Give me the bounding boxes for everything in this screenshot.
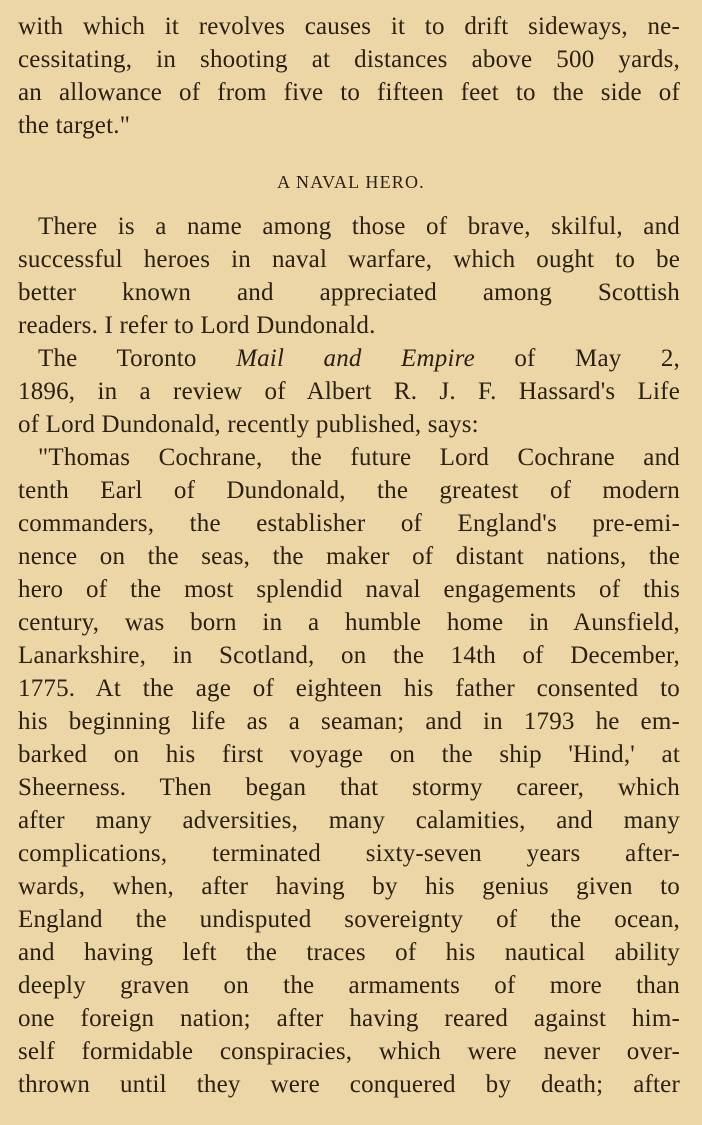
text-line: Lanarkshire, in Scotland, on the 14th of December, <box>18 642 680 669</box>
text-line: better known and appreciated among Scottish <box>18 279 680 306</box>
text-line: thrown until they were conquered by death; after <box>18 1071 680 1098</box>
text-line: barked on his first voyage on the ship 'Hind,' at <box>18 741 680 768</box>
text-line: hero of the most splendid naval engagements of this <box>18 576 680 603</box>
text-line: nence on the seas, the maker of distant nations, the <box>18 543 680 570</box>
text-line: England the undisputed sovereignty of the ocean, <box>18 906 680 933</box>
section-heading: A NAVAL HERO. <box>277 172 425 192</box>
text-line: readers. I refer to Lord Dundonald. <box>18 312 376 339</box>
text-line: successful heroes in naval warfare, which ought to be <box>18 246 680 273</box>
text-line: an allowance of from five to fifteen feet to the side of <box>18 79 680 106</box>
text-fragment: of May 2, <box>514 345 681 372</box>
text-line: deeply graven on the armaments of more than <box>18 972 680 999</box>
text-line: complications, terminated sixty-seven years after- <box>18 840 680 867</box>
text-line <box>38 342 680 375</box>
text-line: Sheerness. Then began that stormy career, which <box>18 774 680 801</box>
text-line: and having left the traces of his nautical ability <box>18 939 680 966</box>
text-line: "Thomas Cochrane, the future Lord Cochrane and <box>38 444 680 471</box>
newspaper-title: Mail and Empire <box>236 345 475 372</box>
text-line: cessitating, in shooting at distances above 500 yards, <box>18 46 680 73</box>
text-line: his beginning life as a seaman; and in 1793 he em- <box>18 708 680 735</box>
text-line: 1896, in a review of Albert R. J. F. Hassard's Life <box>18 378 680 405</box>
text-line: tenth Earl of Dundonald, the greatest of modern <box>18 477 680 504</box>
text-line: self formidable conspiracies, which were never over- <box>18 1038 680 1065</box>
text-line: wards, when, after having by his genius given to <box>18 873 680 900</box>
text-line: commanders, the establisher of England's pre-emi- <box>18 510 680 537</box>
text-line: 1775. At the age of eighteen his father consented to <box>18 675 680 702</box>
text-line: There is a name among those of brave, skilful, and <box>38 213 680 240</box>
text-line: after many adversities, many calamities, and many <box>18 807 680 834</box>
text-line: the target." <box>18 112 131 139</box>
text-fragment: The Toronto <box>38 345 197 372</box>
text-line: one foreign nation; after having reared against him- <box>18 1005 680 1032</box>
text-line: of Lord Dundonald, recently published, says: <box>18 411 479 438</box>
text-line: century, was born in a humble home in Aunsfield, <box>18 609 680 636</box>
text-line: with which it revolves causes it to drift sideways, ne- <box>18 13 680 40</box>
